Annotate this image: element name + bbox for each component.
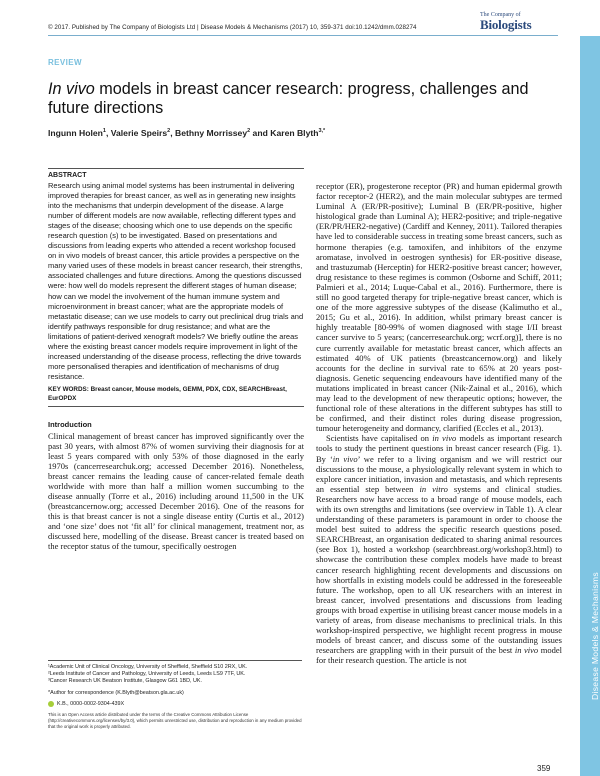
left-column [48, 168, 304, 551]
body-paragraph: Scientists have capitalised on in vivo models as important research tools to study the pertinent questions in breast cancer research (Fig. 1). By ‘in vivo’ we refer to a living organism and we will restrict our discussions to the mouse, a physiologically relevant system in which to explore cancer initiation, invasion and metastasis, and which represents an essential step between in vitro systems and clinical studies. Researchers now have access to a broad range of mouse models, each with its own strengths and limitations (see overview in Table 1). A clear understanding of these parameters is paramount in order to choose the model best suited to address the specific research questions posed. SEARCHBreast, an organisation dedicated to sharing animal resources (see Box 1), hosted a workshop (searchbreast.org/workshop3.html) to showcase the contribution these complex models have made to breast cancer research highlighting recent developments and discussions on how shortfalls in existing models could be addressed in the foreseeable future. The workshop, open to all UK researchers with an interest in breast cancer, involved presentations and discussions from leading groups with broad expertise in utilising breast cancer mouse models in a variety of areas, from disease mechanisms to preclinical trials. In this workshop-inspired perspective, we highlight recent progress in mouse models of breast cancer, and discuss some of the outstanding issues researchers are grappling with in their pursuit of the best in vivo model for their research question. The article is not [316, 433, 563, 666]
logo-small-text: The Company of [480, 12, 521, 18]
logo-big-text: Biologists [480, 17, 532, 32]
title-italic: In vivo [48, 80, 95, 98]
orcid-id: K.B., 0000-0002-9304-439X [57, 700, 125, 707]
correspondence: *Author for correspondence (K.Blyth@beatson.gla.ac.uk) [48, 689, 184, 696]
abstract-bottom-rule [48, 406, 304, 407]
body-paragraph: receptor (ER), progesterone receptor (PR) and human epidermal growth factor receptor-2 (HER2), and the main molecular subtypes are termed Luminal A (ER/PR-positive); Luminal B (ER/PR-positive, higher histological grade than Luminal A); HER2-positive; and triple-negative (ER/PR/HER2-negative) (Cardiff and Kenney, 2011). Tailored therapies have led to considerable success in treating some breast cancers, such as hormone therapies (e.g. tamoxifen, and inhibitors of the enzyme aromatase, involved in oestrogen synthesis) for ER-positive disease, and trastuzumab (Herceptin) for HER2-positive breast cancer; however, drug resistance to these regimes is common (Osborne and Schiff, 2011; Palmieri et al., 2014; Luque-Cabal et al., 2016). Furthermore, there is still no good targeted therapy for triple-negative breast cancer, which is one of the more aggressive subtypes of the disease (Kalimutho et al., 2015; Gu et al., 2016). In addition, whilst primary breast cancer is highly treatable [80-99% of women diagnosed with stage I/II breast cancer survive to 5 years; (cancerresearchuk.org; wcrf.org)], there is no cure currently available for metastatic breast cancer, which affects an estimated 40% of UK patients (breastcancernow.org) and likely accounts for the decline in survival rate to 65% at 20 years post-diagnosis. Genetic sequencing endeavours have identified many of the mutations implicated in breast cancer (Nik-Zainal et al., 2016), which may lead to the development of new therapeutic options; however, the functional role of these alterations in the different subtypes has still to be confirmed, and their distinct roles during disease progression, tumour heterogeneity and dormancy, clarified (Eccles et al., 2013). [316, 181, 562, 434]
header-rule [48, 35, 558, 36]
right-column [316, 181, 562, 666]
author-name: Karen Blyth [270, 128, 319, 138]
introduction-paragraph: Clinical management of breast cancer has improved significantly over the past 30 years, with almost 87% of women surviving their diagnosis for at least 5 years compared with only 53% of those diagnosed in the early 1970s (cancerresearchuk.org; accessed December 2016). Nonetheless, breast cancer remains the leading cause of cancer-related female death worldwide with more than half a million women succumbing to the disease annually (Torre et al., 2016) including around 11,500 in the UK (breastcancernow.org; accessed December 2016). One of the reasons for this is that breast cancer is not a single disease entity (Curtis et al., 2012) and ‘one size’ does not ‘fit all’ for clinical management, treatment nor, as discussed here, modelling of the disease. Breast cancer is treated based on the receptor status of the tumour, specifically oestrogen [48, 431, 304, 552]
abstract-heading: ABSTRACT [48, 172, 87, 179]
author-list: Ingunn Holen$^1$, Valerie Speirs$^2$, Bethny Morrissey$^2$ and Karen Blyth$^{3,*}$ [48, 128, 326, 138]
author-affiliation: 2 [247, 128, 251, 135]
author-affiliation: 2 [167, 128, 171, 135]
affiliation-3: ³Cancer Research UK Beatson Institute, Glasgow G61 1BD, UK. [48, 678, 203, 685]
author-name: Ingunn Holen [48, 128, 103, 138]
publisher-logo [480, 12, 552, 31]
page-number: 359 [537, 764, 551, 773]
sidebar-journal-name: Disease Models & Mechanisms [590, 572, 600, 700]
orcid-row [48, 701, 302, 708]
orcid-icon [48, 701, 54, 707]
introduction-heading: Introduction [48, 420, 92, 430]
author-affiliation: 3,* [318, 128, 326, 135]
title-rest: models in breast cancer research: progress, challenges and future directions [48, 80, 529, 117]
article-title [48, 80, 548, 118]
article-type-label: REVIEW [48, 58, 82, 67]
author-name: Bethny Morrissey [174, 128, 248, 138]
affiliation-2: ²Leeds Institute of Cancer and Pathology, University of Leeds, Leeds LS9 7TF, UK. [48, 671, 246, 678]
journal-citation: © 2017. Published by The Company of Biologists Ltd | Disease Models & Mechanisms (2017) 10, 359-371 doi:10.1242/dmm.028274 [48, 24, 417, 31]
author-name: Valerie Speirs [110, 128, 168, 138]
abstract-top-rule [48, 168, 304, 169]
author-affiliation: 1 [102, 128, 106, 135]
keywords: KEY WORDS: Breast cancer, Mouse models, GEMM, PDX, CDX, SEARCHBreast, EurOPDX [48, 385, 287, 402]
license-text: This is an Open Access article distributed under the terms of the Creative Commons Attribution License (http://creativecommons.org/licenses/by/3.0), which permits unrestricted use, distribution and reproduction in any medium provided that the original work is properly attributed. [48, 712, 302, 729]
abstract-text: Research using animal model systems has been instrumental in delivering improved therapies for breast cancer, as well as in generating new insights into the mechanisms that underpin development of the disease. A large number of different models are now available, reflecting different types and stages of the disease; choosing which one to use depends on the specific research question (s) to be investigated. Based on presentations and discussions from leading experts who attended a recent workshop focused on in vivo models of breast cancer, this article provides a perspective on the many varied uses of these models in breast cancer research, their strengths, associated challenges and future directions. Among the questions discussed were: how well do models represent the different stages of human disease; how can we model the involvement of the human immune system and microenvironment in breast cancer; what are the appropriate models of metastatic disease; can we use models to carry out preclinical drug trials and identify pathways responsible for drug resistance; and what are the limitations of patient-derived xenograft models? We briefly outline the areas where the existing breast cancer models require improvement in light of the increased understanding of the disease process, reflecting the drive towards more personalised therapies and identification of mechanisms of drug resistance. [48, 181, 304, 381]
affiliation-1: ¹Academic Unit of Clinical Oncology, University of Sheffield, Sheffield S10 2RX, UK. [48, 664, 248, 670]
footnotes [48, 660, 302, 729]
footnote-rule [48, 660, 302, 661]
